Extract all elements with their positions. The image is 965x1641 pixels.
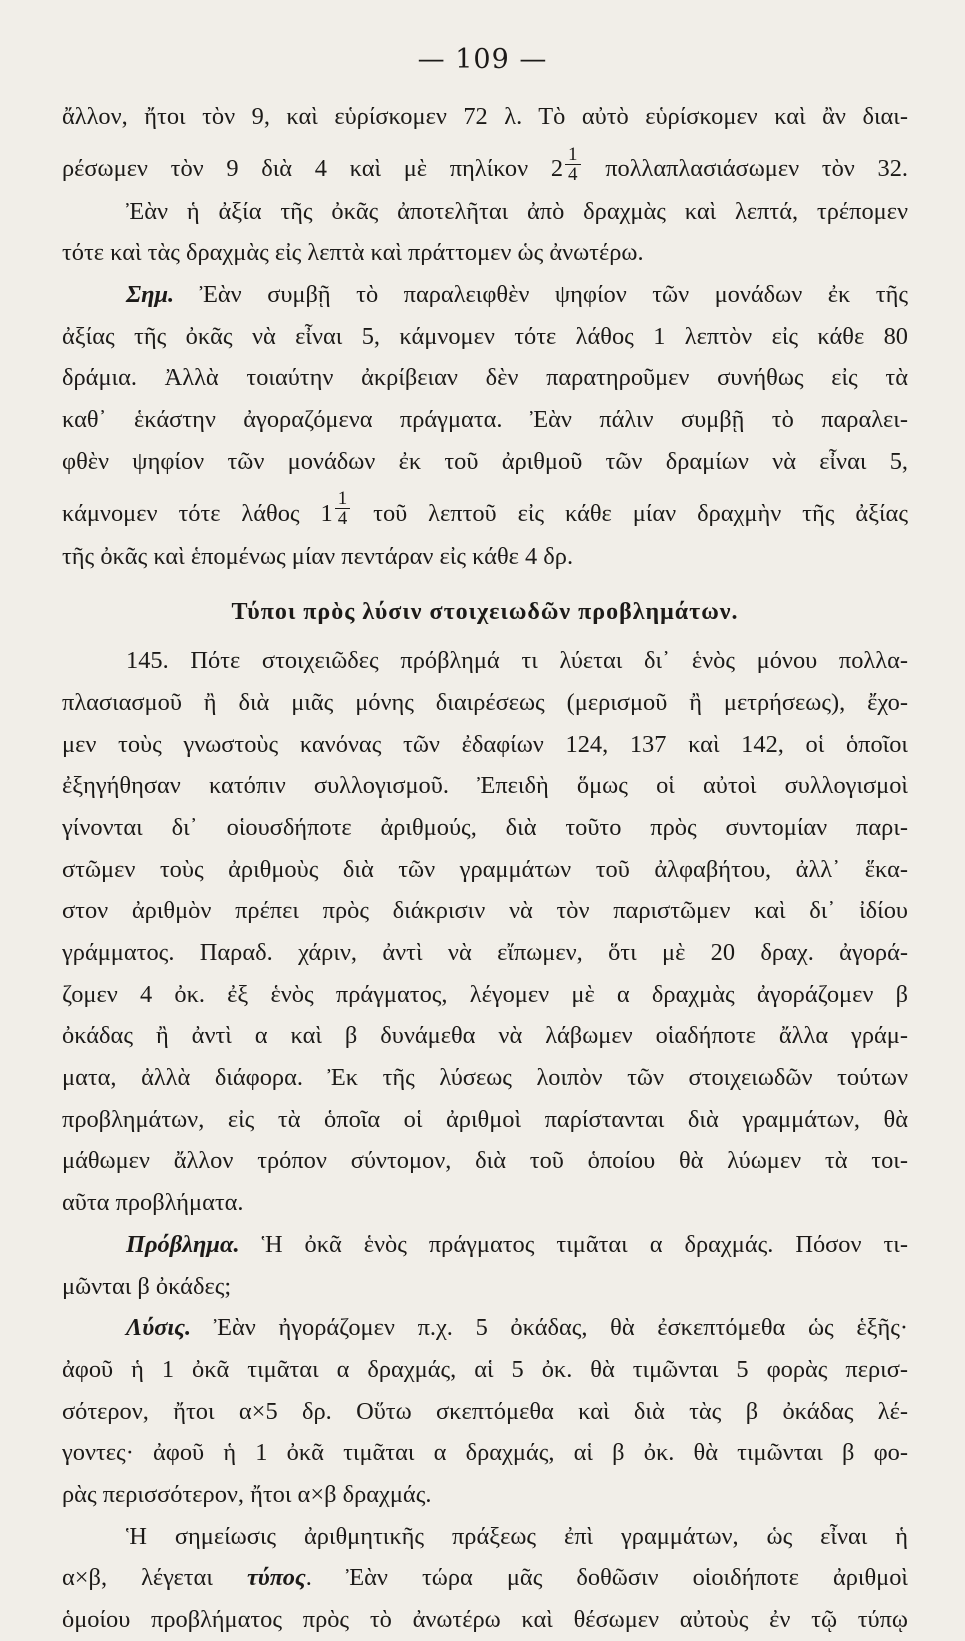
solution-label: Λύσις. <box>126 1314 192 1342</box>
text-line: στον ἀριθμὸν πρέπει πρὸς διάκρισιν νὰ τὸν παριστῶμεν καὶ δι᾽ ἰδίου <box>62 897 908 925</box>
text-line: πλασιασμοῦ ἢ διὰ μιᾶς μόνης διαιρέσεως (μερισμοῦ ἢ μετρήσεως), ἔχο- <box>62 688 908 716</box>
text-line: α×β, λέγεται τύπος. Ἐὰν τώρα μᾶς δοθῶσιν οἱοιδήποτε ἀριθμοὶ <box>62 1564 908 1592</box>
text-line: Σημ. Ἐὰν συμβῇ τὸ παραλειφθὲν ψηφίον τῶν μονάδων ἐκ τῆς <box>126 281 908 309</box>
page-number: — 109 — <box>417 44 548 75</box>
page-body <box>62 96 908 1641</box>
text-line: γοντες· ἀφοῦ ἡ 1 ὀκᾶ τιμᾶται α δραχμάς, αἱ β ὀκ. θὰ τιμῶνται β φο- <box>62 1439 908 1467</box>
text-line: ἐξηγήθησαν κατόπιν συλλογισμοῦ. Ἐπειδὴ ὅμως οἱ αὐτοὶ συλλογισμοὶ <box>62 772 908 800</box>
text-line: Ἐὰν ἡ ἀξία τῆς ὀκᾶς ἀποτελῆται ἀπὸ δραχμὰς καὶ λεπτά, τρέπομεν <box>126 197 908 225</box>
text-line: μεν τοὺς γνωστοὺς κανόνας τῶν ἐδαφίων 124, 137 καὶ 142, οἱ ὁποῖοι <box>62 730 908 758</box>
text-line: τῆς ὀκᾶς καὶ ἑπομένως μίαν πεντάραν εἰς κάθε 4 δρ. <box>62 542 574 570</box>
text-line: δράμια. Ἀλλὰ τοιαύτην ἀκρίβειαν δὲν παρατηροῦμεν συνήθως εἰς τὰ <box>62 364 908 392</box>
text-line: ὀκάδας ἢ ἀντὶ α καὶ β δυνάμεθα νὰ λάβωμεν οἱαδήποτε ἄλλα γράμ- <box>62 1022 908 1050</box>
text-line: καθ᾽ ἑκάστην ἀγοραζόμενα πράγματα. Ἐὰν πάλιν συμβῇ τὸ παραλει- <box>62 406 908 434</box>
text-line: φθὲν ψηφίον τῶν μονάδων ἐκ τοῦ ἀριθμοῦ τῶν δραμίων νὰ εἶναι 5, <box>62 447 908 475</box>
problem-label: Πρόβλημα. <box>126 1230 240 1258</box>
text-line: 145. Πότε στοιχειῶδες πρόβλημά τι λύεται δι᾽ ἑνὸς μόνου πολλα- <box>126 647 908 675</box>
text-line: ζομεν 4 ὀκ. ἐξ ἑνὸς πράγματος, λέγομεν μὲ α δραχμὰς ἀγοράζομεν β <box>62 980 908 1008</box>
text-line: Πρόβλημα. Ἡ ὀκᾶ ἑνὸς πράγματος τιμᾶται α δραχμάς. Πόσον τι- <box>126 1230 908 1258</box>
fraction: $\frac{1}{4}$ <box>335 489 351 528</box>
text-line: τότε καὶ τὰς δραχμὰς εἰς λεπτὰ καὶ πράττομεν ὡς ἀνωτέρω. <box>62 239 644 267</box>
text-line: αῦτα προβλήματα. <box>62 1189 244 1217</box>
text-line: ὁμοίου προβλήματος πρὸς τὸ ἀνωτέρω καὶ θέσωμεν αὐτοὺς ἐν τῷ τύπῳ <box>62 1606 908 1633</box>
formula-term: τύπος <box>246 1564 306 1592</box>
text-line: προβλημάτων, εἰς τὰ ὁποῖα οἱ ἀριθμοὶ παρίστανται διὰ γραμμάτων, θὰ <box>62 1105 908 1133</box>
text-line: γίνονται δι᾽ οἱουσδήποτε ἀριθμούς, διὰ τοῦτο πρὸς συντομίαν παρι- <box>62 813 908 841</box>
text-line: στῶμεν τοὺς ἀριθμοὺς διὰ τῶν γραμμάτων τοῦ ἀλφαβήτου, ἀλλ᾽ ἕκα- <box>62 855 908 883</box>
text-line: ἀξίας τῆς ὀκᾶς νὰ εἶναι 5, κάμνομεν τότε λάθος 1 λεπτὸν εἰς κάθε 80 <box>62 322 908 350</box>
section-heading: Τύποι πρὸς λύσιν στοιχειωδῶν προβλημάτων. <box>231 599 739 626</box>
text-line: Λύσις. Ἐὰν ἠγοράζομεν π.χ. 5 ὀκάδας, θὰ ἐσκεπτόμεθα ὡς ἑξῆς· <box>126 1314 908 1342</box>
text-line: γράμματος. Παραδ. χάριν, ἀντὶ νὰ εἴπωμεν, ὅτι μὲ 20 δραχ. ἀγορά- <box>62 939 908 966</box>
text-line: σότερον, ἤτοι α×5 δρ. Οὕτω σκεπτόμεθα καὶ διὰ τὰς β ὀκάδας λέ- <box>62 1397 908 1425</box>
text-line: ρὰς περισσότερον, ἤτοι α×β δραχμάς. <box>62 1480 432 1508</box>
text-line: ρέσωμεν τὸν 9 διὰ 4 καὶ μὲ πηλίκον 2 $\frac{1}{4}$ πολλαπλασιάσωμεν τὸν 32. <box>62 143 908 185</box>
text-line: ἀφοῦ ἡ 1 ὀκᾶ τιμᾶται α δραχμάς, αἱ 5 ὀκ. θὰ τιμῶνται 5 φορὰς περισ- <box>62 1355 908 1383</box>
text-line: κάμνομεν τότε λάθος 1 $\frac{1}{4}$ τοῦ λεπτοῦ εἰς κάθε μίαν δραχμὴν τῆς ἀξίας <box>62 488 908 530</box>
text-line: ματα, ἀλλὰ διάφορα. Ἐκ τῆς λύσεως λοιπὸν τῶν στοιχειωδῶν τούτων <box>62 1064 908 1092</box>
text-line: μῶνται β ὀκάδες; <box>62 1272 232 1300</box>
note-label: Σημ. <box>126 281 175 309</box>
fraction: $\frac{1}{4}$ <box>565 145 581 184</box>
text-line: Ἡ σημείωσις ἀριθμητικῆς πράξεως ἐπὶ γραμμάτων, ὡς εἶναι ἡ <box>126 1522 908 1550</box>
text-line: μάθωμεν ἄλλον τρόπον σύντομον, διὰ τοῦ ὁποίου θὰ λύωμεν τὰ τοι- <box>62 1147 908 1175</box>
text-line: ἄλλον, ἤτοι τὸν 9, καὶ εὑρίσκομεν 72 λ. Τὸ αὐτὸ εὑρίσκομεν καὶ ἂν διαι- <box>62 103 908 130</box>
